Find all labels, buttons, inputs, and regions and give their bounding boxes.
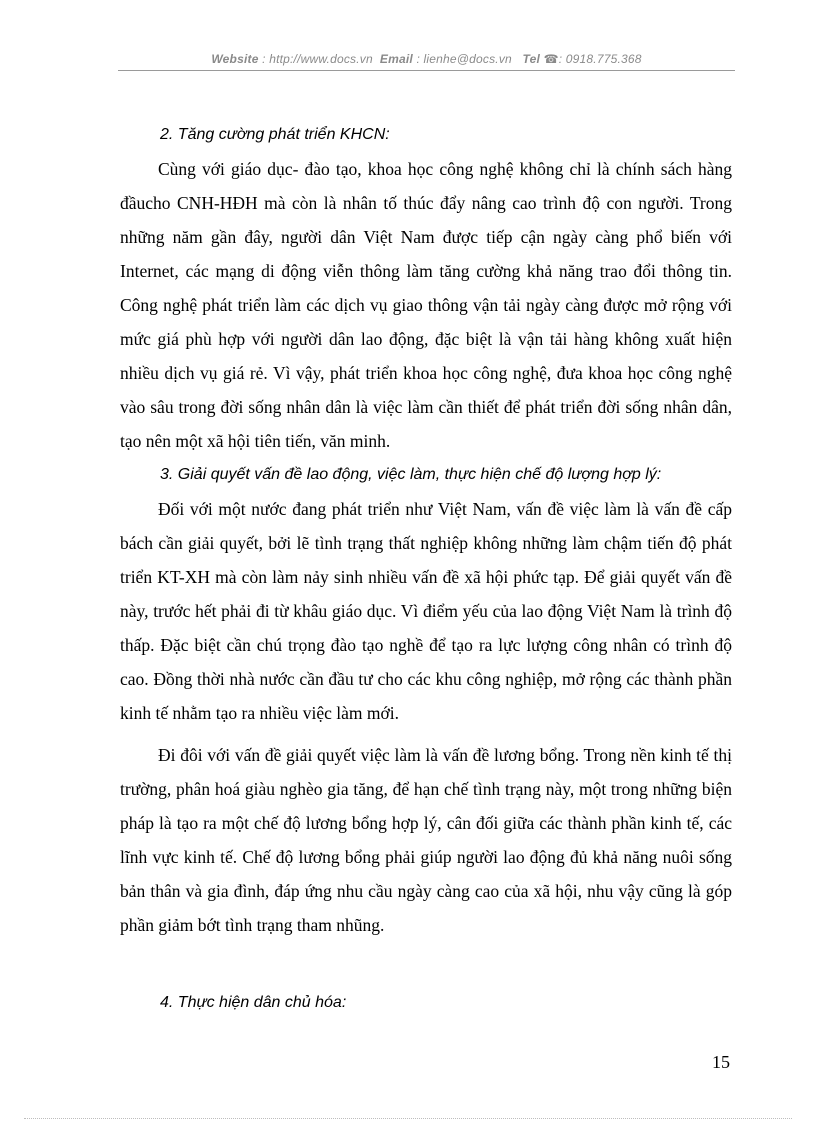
footer-divider — [24, 1118, 792, 1119]
paragraph-employment: Đối với một nước đang phát triển như Việt Nam, vấn đề việc làm là vấn đề cấp bách cần giải quyết, bởi lẽ tình trạng thất nghiệp không những làm chậm tiến độ phát triển KT-XH mà còn làm nảy sinh nhiều vấn đề xã hội phức tạp. Để giải quyết vấn đề này, trước hết phải đi từ khâu giáo dục. Vì điểm yếu của lao động Việt Nam là trình độ thấp. Đặc biệt cần chú trọng đào tạo nghề để tạo ra lực lượng công nhân có trình độ cao. Đồng thời nhà nước cần đầu tư cho các khu công nghiệp, mở rộng các thành phần kinh tế nhằm tạo ra nhiều việc làm mới. — [120, 499, 732, 723]
tel-label: Tel — [522, 52, 541, 66]
paragraph-khcn: Cùng với giáo dục- đào tạo, khoa học công nghệ không chỉ là chính sách hàng đầucho CNH-HĐH mà còn là nhân tố thúc đẩy nâng cao trình độ con người. Trong những năm gần đây, người dân Việt Nam được tiếp cận ngày càng phổ biến với Internet, các mạng di động viễn thông làm tăng cường khả năng trao đổi thông tin. Công nghệ phát triển làm các dịch vụ giao thông vận tải ngày càng được mở rộng với mức giá phù hợp với người dân lao động, đặc biệt là vận tải hàng không xuất hiện nhiều dịch vụ giá rẻ. Vì vậy, phát triển khoa học công nghệ, đưa khoa học công nghệ vào sâu trong đời sống nhân dân là việc làm cần thiết để phát triển đời sống nhân dân, tạo nên một xã hội tiên tiến, văn minh. — [120, 159, 732, 451]
website-label: Website — [211, 52, 259, 66]
document-body — [120, 118, 732, 1020]
email-label: Email — [379, 52, 413, 66]
page-number: 15 — [712, 1052, 730, 1072]
website-value[interactable]: : http://www.docs.vn — [262, 52, 373, 66]
paragraph-wages: Đi đôi với vấn đề giải quyết việc làm là vấn đề lương bổng. Trong nền kinh tế thị trường, phân hoá giàu nghèo gia tăng, để hạn chế tình trạng này, một trong những biện pháp là tạo ra một chế độ lương bổng hợp lý, cân đối giữa các thành phần kinh tế, các lĩnh vực kinh tế. Chế độ lương bổng phải giúp người lao động đủ khả năng nuôi sống bản thân và gia đình, đáp ứng nhu cầu ngày càng cao của xã hội, nhu vậy cũng là góp phần giảm bớt tình trạng tham nhũng. — [120, 745, 732, 935]
paragraph-gap — [120, 730, 732, 738]
header-divider — [118, 70, 735, 71]
tel-value: : 0918.775.368 — [558, 52, 642, 66]
section-heading-4: 4. Thực hiện dân chủ hóa: — [160, 994, 347, 1011]
section-gap — [120, 942, 732, 986]
page-header — [118, 52, 735, 66]
email-value[interactable]: : lienhe@docs.vn — [416, 52, 512, 66]
section-heading-2: 2. Tăng cường phát triển KHCN: — [160, 126, 390, 143]
section-heading-3: 3. Giải quyết vấn đề lao động, việc làm, thực hiện chế độ lượng hợp lý: — [160, 466, 662, 483]
phone-icon: ☎ — [543, 52, 559, 66]
